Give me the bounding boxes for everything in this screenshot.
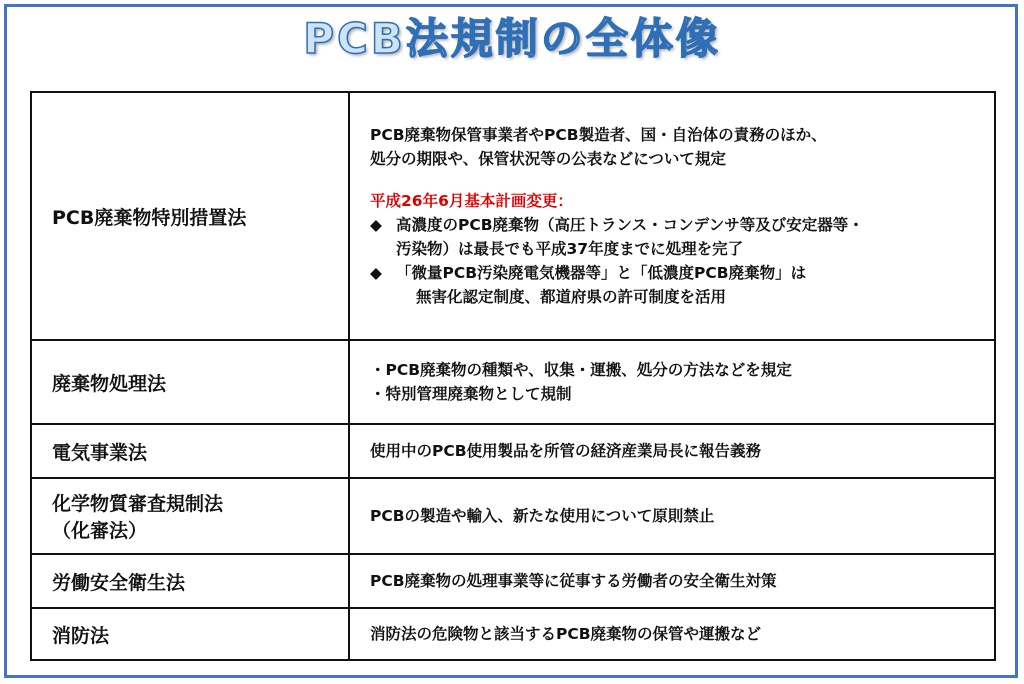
law-name: 廃棄物処理法 [31, 340, 349, 424]
law-name: 労働安全衛生法 [31, 554, 349, 608]
table-row [31, 554, 995, 608]
diamond-bullet-icon: ◆ [370, 264, 382, 283]
plan-change-heading: 平成26年6月基本計画変更： [370, 191, 573, 210]
description-line: 処分の期限や、保管状況等の公表などについて規定 [370, 149, 726, 168]
law-description [349, 92, 995, 340]
law-description: PCBの製造や輸入、新たな使用について原則禁止 [349, 478, 995, 554]
law-name: 電気事業法 [31, 424, 349, 478]
law-name [31, 478, 349, 554]
bullet-text: 汚染物）は最長でも平成37年度までに処理を完了 [396, 240, 744, 258]
law-name: 消防法 [31, 608, 349, 660]
page-title: PCB法規制の全体像 [303, 14, 721, 63]
law-table [30, 91, 996, 661]
law-name-line: （化審法） [52, 520, 148, 542]
bullet-text: 高濃度のPCB廃棄物（高圧トランス・コンデンサ等及び安定器等・ [396, 215, 864, 234]
list-item [370, 213, 994, 237]
law-name-line: 化学物質審査規制法 [52, 493, 224, 515]
table-row [31, 340, 995, 424]
list-item [370, 261, 994, 285]
law-description: 消防法の危険物と該当するPCB廃棄物の保管や運搬など [349, 608, 995, 660]
table-row [31, 92, 995, 340]
description-line: ・特別管理廃棄物として規制 [370, 385, 572, 403]
table-row [31, 608, 995, 660]
law-description: PCB廃棄物の処理事業等に従事する労働者の安全衛生対策 [349, 554, 995, 608]
law-name: PCB廃棄物特別措置法 [31, 92, 349, 340]
bullet-text: 「微量PCB汚染廃電気機器等」と「低濃度PCB廃棄物」は [396, 264, 807, 283]
description-line: ・PCB廃棄物の種類や、収集・運搬、処分の方法などを規定 [370, 360, 792, 379]
diamond-bullet-icon: ◆ [370, 215, 382, 234]
law-description [349, 340, 995, 424]
table-row [31, 478, 995, 554]
description-line: PCB廃棄物保管事業者やPCB製造者、国・自治体の責務のほか、 [370, 125, 827, 144]
bullet-text: 無害化認定制度、都道府県の許可制度を活用 [416, 288, 727, 307]
table-row [31, 424, 995, 478]
law-description: 使用中のPCB使用製品を所管の経済産業局長に報告義務 [349, 424, 995, 478]
